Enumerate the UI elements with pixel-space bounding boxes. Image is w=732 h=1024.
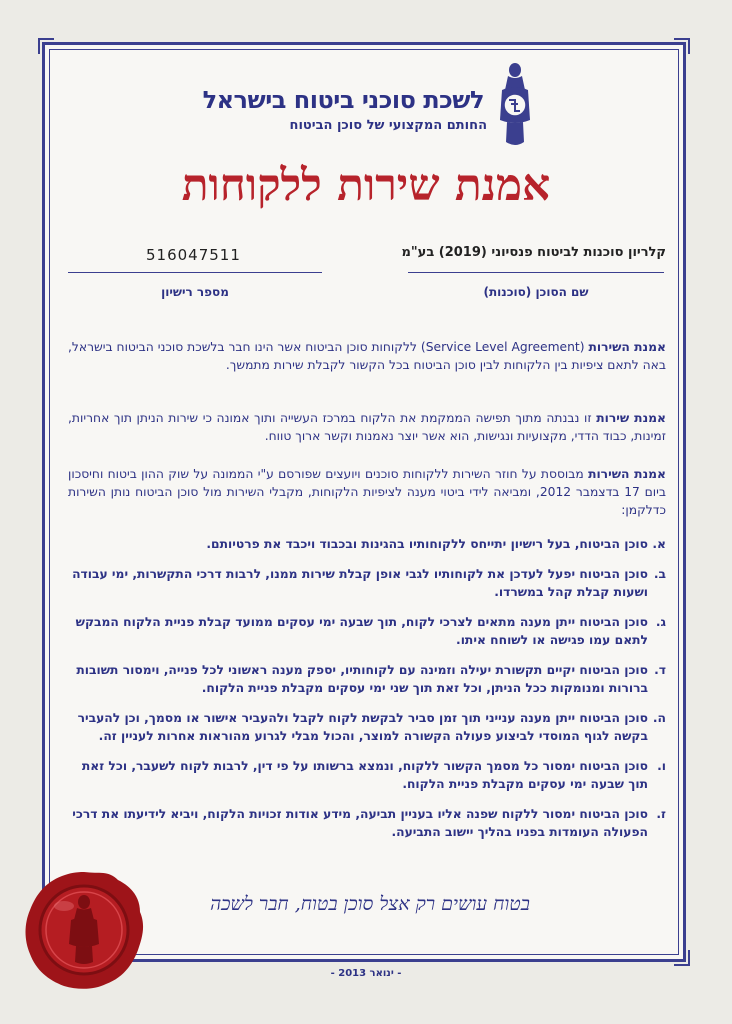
paragraph-text: (Service Level Agreement) ללקוחות סוכן הביטוח אשר הינו חבר בלשכת סוכני הביטוח בישראל, באה לתאם ציפיות בין הלקוחות לבין סוכן הביטוח בכל הקשור לקבלת שירות מתמשך. [68,340,666,372]
paragraph-text: זו נבנתה מתוך תפישה הממקמת את הלקוח במרכז העשייה ותוך אמונה כי שירות הניתן תוך אחריות, זמינות, כבוד הדדי, מקצועיות ונגישות, הוא אשר יוצר נאמנות וקשר ארוך טווח. [68,411,666,443]
license-number-underline [68,272,322,273]
license-number-label: מספר רישיון [161,285,229,299]
lsbi-emblem-icon [493,60,537,148]
frame-corner [674,950,690,966]
org-name: לשכת סוכני ביטוח בישראל [202,86,484,114]
clause-text: סוכן הביטוח ימסור ללקוח שפנה אליו בעניין תביעה, מידע אודות זכויות הלקוח, ויביא לידיעתו את דרכי הפעולה העומדות בפניו בהליך יישוב התביעה. [72,807,648,839]
footer-date: - ינואר 2013 - [330,968,402,979]
paragraph-lead: אמנת השירות [588,340,666,354]
agent-name-label: שם הסוכן (סוכנות) [483,285,589,299]
list-item [68,805,666,841]
intro-paragraph [68,465,666,519]
clause-letter: ה. [652,711,666,725]
list-item [68,613,666,649]
intro-paragraph [68,409,666,445]
footer-motto: בטוח עושים רק אצל סוכן בטוח, חבר לשכה [210,893,530,915]
paragraph-lead: אמנת שירות [596,411,667,425]
list-item [68,535,666,553]
list-item [68,661,666,697]
intro-paragraph [68,338,666,374]
clause-text: סוכן הביטוח ימסור כל מסמך הקשור ללקוח, ונמצא ברשותו על פי דין, לרבות לקוח לשעבר, וכל זאת תוך שבעה ימי עסקים מקבלת פניית הלקוח. [81,759,648,791]
list-item [68,709,666,745]
clause-letter: ו. [657,759,666,773]
paragraph-lead: אמנת השירות [588,467,666,481]
clause-list [68,535,666,853]
license-number-value: 516047511 [146,246,241,264]
agent-name-underline [408,272,664,273]
clause-text: סוכן הביטוח יפעל לעדכן את לקוחותיו לגבי אופן קבלת שירות ממנו, לרבות דרכי התקשרות, ימי עבודה ושעות קבלת קהל במשרדו. [72,567,648,599]
org-tagline: החותם המקצועי של סוכן הביטוח [289,118,487,133]
clause-letter: ג. [655,615,666,629]
clause-text: סוכן הביטוח, בעל רישיון יתייחס ללקוחותיו בהגינות ובכבוד ויכבד את פרטיותם. [206,537,648,551]
clause-letter: ב. [653,567,666,581]
agent-name-value: קלריון סוכנות לביטוח פנסיוני (2019) בע"מ [401,245,666,260]
list-item [68,757,666,793]
paragraph-text: מבוססת על חוזר השירות ללקוחות סוכנים ויועצים שפורסם ע"י הממונה על שוק ההון ביטוח וחיסכון ביום 17 בדצמבר 2012, ומביאה לידי ביטוי מענה לציפיות הלקוחות, מקבלי השירות מול סוכן הביטוח נותן השירות כדלקמן: [68,467,667,517]
page-title: אמנת שירות ללקוחות [181,160,551,211]
frame-corner [674,38,690,54]
clause-text: סוכן הביטוח יקיים תקשורת יעילה וזמינה עם לקוחותיו, יספק מענה ראשוני לכל פנייה, וימסור תשובות ברורות ומנומקות ככל הניתן, וכל זאת תוך שני ימי עסקים מקבלת פניית הלקוח. [76,663,648,695]
clause-letter: ז. [656,807,666,821]
clause-text: סוכן הביטוח ייתן מענה ענייני תוך זמן סביר לבקשת לקוח לקבל ולהעביר אישור או מסמך, וכן להעביר בקשה לגוף המוסדי לביצוע פעולה הקשורה למוצר, והכול מבלי לגרוע מהוראות אחרות לעניין זה. [77,711,648,743]
frame-corner [38,38,54,54]
clause-letter: ד. [654,663,666,677]
clause-letter: א. [652,537,666,551]
list-item [68,565,666,601]
clause-text: סוכן הביטוח ייתן מענה מתאים לצרכי לקוח, תוך שבעה ימי עסקים ממועד קבלת פניית הלקוח המבקש לתאם עמו פגישה או לשוחח איתו. [75,615,648,647]
